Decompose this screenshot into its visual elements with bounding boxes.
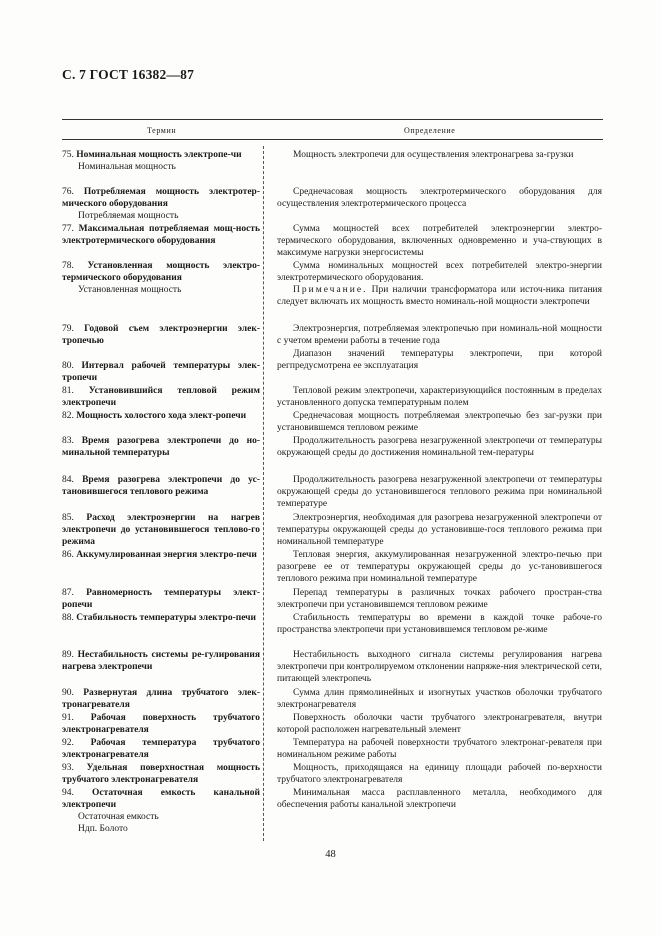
entry-82-term: 82. Мощность холостого хода элект-ропечи [62, 411, 247, 421]
entry-87-definition: Перепад температуры в различных точках рабочего простран-ства электропечи при установившемся тепловом режиме [277, 588, 602, 610]
entry-85-definition: Электроэнергия, необходимая для разогрева незагруженной электропечи от температуры окружающей среды до установивше-гося теплового режима при номинальной температуре [277, 513, 602, 547]
term-text: Время разогрева электропечи до ус-тановившегося теплового режима [62, 475, 261, 497]
entry-93-definition: Мощность, приходящаяся на единицу площади рабочей по-верхности трубчатого электронагревателя [277, 763, 602, 785]
entry-76-definition: Среднечасовая мощность электротермического оборудования для осуществления электротермического процесса [277, 187, 602, 209]
entry-85-term: 85. Расход электроэнергии на нагрев электропечи до установившегося теплово-го режима [62, 513, 260, 547]
entry-77-definition: Сумма мощностей всех потребителей электроэнергии электро-термического оборудования, включенных одновременно и уча-ствующих в максимуме нагрузки энергосистемы [277, 224, 602, 258]
synonym: Установленная мощность [78, 285, 182, 295]
note-text: При наличии трансформатора или источ-ника питания следует включать их мощность вместо номиналь-ной мощности электропечи [277, 285, 603, 307]
term-text: Номинальная мощность электропе-чи [76, 150, 242, 160]
synonym: Потребляемая мощность [78, 211, 179, 221]
term-text: Максимальная потребляемая мощ-ность электротермического оборудования [62, 224, 261, 246]
term-text: Остаточная емкость канальной электропечи [62, 788, 260, 810]
entry-81-term: 81. Установившийся тепловой режим электропечи [62, 386, 260, 408]
page-number: 48 [325, 849, 336, 860]
column-header-definition: Определение [404, 126, 456, 135]
term-text: Установленная мощность электро-термического оборудования [62, 261, 260, 283]
entry-75-definition: Мощность электропечи для осуществления электронагрева за-грузки [293, 150, 574, 160]
entry-87-term: 87. Равномерность температуры элект-ропечи [62, 588, 261, 610]
term-text: Расход электроэнергии на нагрев электропечи до установившегося теплово-го режима [62, 513, 260, 547]
column-divider [263, 146, 264, 841]
entry-76-term: 76. Потребляемая мощность электротер-мического оборудования Потребляемая мощность [62, 187, 261, 221]
entry-78-term: 78. Установленная мощность электро-термического оборудования Установленная мощность [62, 261, 260, 295]
entry-90-term: 90. Развернутая длина трубчатого элек-тронагревателя [62, 688, 261, 710]
entry-79-definition: Электроэнергия, потребляемая электропечью при номиналь-ной мощности с учетом времени работы в течение года [277, 324, 602, 346]
entry-90-definition: Сумма длин прямолинейных и изогнутых участков оболочки трубчатого электронагревателя [277, 688, 602, 710]
entry-83-definition: Продолжительность разогрева незагруженной электропечи от температуры окружающей среды до достижения номинальной тем-пературы [277, 436, 602, 458]
entry-84-definition: Продолжительность разогрева незагруженной электропечи от температуры окружающей среды до установившегося теплового режима при номинальной температуре [277, 475, 602, 509]
entry-79-term: 79. Годовой съем электроэнергии элек-тропечью [62, 324, 260, 346]
term-text: Нестабильность системы ре-гулирования нагрева электропечи [62, 650, 260, 672]
column-header-term: Термин [147, 126, 177, 135]
page-header: С. 7 ГОСТ 16382—87 [62, 67, 195, 82]
entry-77-term: 77. Максимальная потребляемая мощ-ность электротермического оборудования [62, 224, 261, 246]
term-text: Потребляемая мощность электротер-мического оборудования [62, 187, 261, 209]
term-text: Аккумулированная энергия электро-печи [76, 550, 257, 560]
term-text: Стабильность температуры электро-печи [76, 613, 257, 623]
entry-80-definition: Диапазон значений температуры электропечи, при которой регпредусмотрена ее эксплуатация [277, 349, 602, 371]
term-text: Установившийся тепловой режим электропечи [62, 386, 260, 408]
entry-89-definition: Нестабильность выходного сигнала системы регулирования нагрева электропечи при контролируемом отклонении напряже-ния электрической сети, питающей электропечь [277, 650, 602, 684]
term-text: Мощность холостого хода элект-ропечи [76, 411, 247, 421]
term-text: Равномерность температуры элект-ропечи [62, 588, 261, 610]
entry-75-term: 75. Номинальная мощность электропе-чи Номинальная мощность [62, 149, 260, 173]
entry-91-definition: Поверхность оболочки части трубчатого электронагревателя, внутри которой расположен нагревательный элемент [277, 713, 602, 735]
entry-92-term: 92. Рабочая температура трубчатого электронагревателя [62, 738, 260, 760]
entry-94-definition: Минимальная масса расплавленного металла, необходимого для обеспечения работы канальной электропечи [277, 788, 602, 810]
entry-89-term: 89. Нестабильность системы ре-гулирования нагрева электропечи [62, 650, 260, 672]
entry-92-definition: Температура на рабочей поверхности трубчатого электронаг-ревателя при номинальном режиме работы [277, 738, 602, 760]
entry-91-term: 91. Рабочая поверхность трубчатого электронагревателя [62, 713, 260, 735]
entry-80-term: 80. Интервал рабочей температуры элек-тропечи [62, 361, 261, 383]
synonym: Номинальная мощность [78, 162, 176, 172]
entry-94-term: 94. Остаточная емкость канальной электропечи Остаточная емкость Ндп. Болото [62, 788, 260, 834]
term-text: Интервал рабочей температуры элек-тропечи [62, 361, 261, 383]
entry-83-term: 83. Время разогрева электропечи до но-минальной температуры [62, 436, 260, 458]
term-text: Рабочая поверхность трубчатого электронагревателя [62, 713, 260, 735]
entry-86-term: 86. Аккумулированная энергия электро-печи [62, 550, 257, 560]
term-text: Годовой съем электроэнергии элек-тропечью [62, 324, 260, 346]
entry-93-term: 93. Удельная поверхностная мощность трубчатого электронагревателя [62, 763, 260, 785]
term-text: Развернутая длина трубчатого элек-тронагревателя [62, 688, 261, 710]
table-top-rule [62, 119, 603, 120]
table-header-rule [62, 139, 603, 140]
term-text: Время разогрева электропечи до но-минальной температуры [62, 436, 260, 458]
term-text: Удельная поверхностная мощность трубчатого электронагревателя [62, 763, 260, 785]
entry-88-definition: Стабильность температуры во времени в каждой точке рабоче-го пространства электропечи при установившемся тепловом ре-жиме [277, 613, 602, 635]
entry-82-definition: Среднечасовая мощность потребляемая электропечью без заг-рузки при установившемся тепловом режиме [277, 411, 602, 433]
entry-84-term: 84. Время разогрева электропечи до ус-тановившегося теплового режима [62, 475, 261, 497]
synonym: Остаточная емкость [78, 812, 159, 822]
note [277, 284, 602, 308]
term-text: Рабочая температура трубчатого электронагревателя [62, 738, 260, 760]
entry-86-definition: Тепловая энергия, аккумулированная незагруженной электро-печью при разогреве ее от температуры окружающей среды до ус-тановившегося теплового режима при номинальной температуре [277, 550, 602, 584]
synonym-not-allowed: Ндп. Болото [78, 824, 128, 834]
entry-81-definition: Тепловой режим электропечи, характеризующийся постоянным в пределах установленного допуска температурным полем [277, 386, 602, 408]
entry-88-term: 88. Стабильность температуры электро-печи [62, 613, 257, 623]
entry-78-definition: Сумма номинальных мощностей всех потребителей электро-энергии электротермического оборудования. Примечание. При наличии трансформатора или источ-ника питания следует включать их мощность вместо номиналь-ной мощности электропечи [277, 261, 603, 307]
note-label: Примечание. [293, 285, 368, 295]
